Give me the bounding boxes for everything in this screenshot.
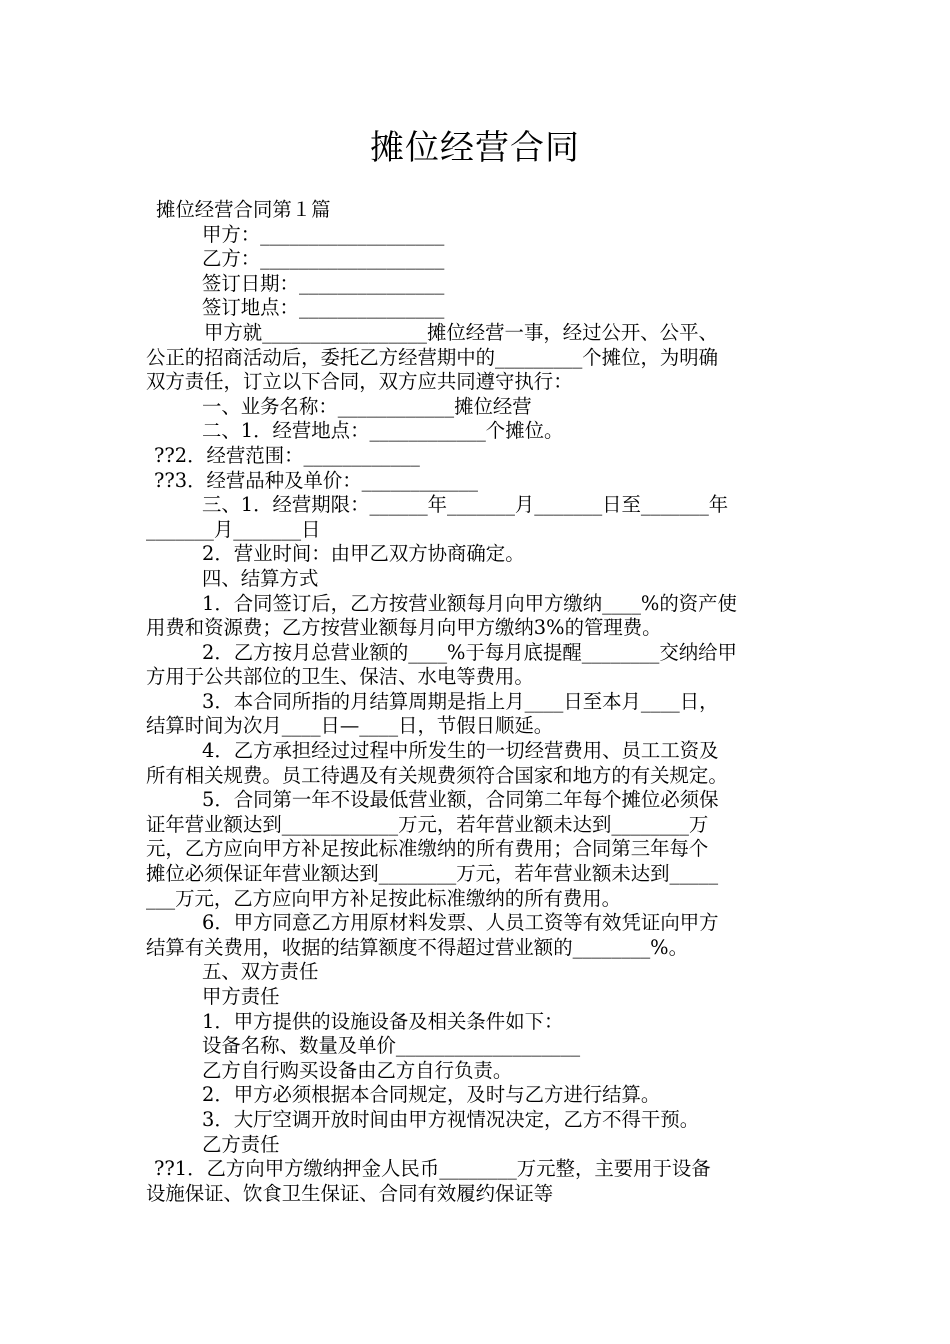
paragraph-line: ??2．经营范围：____________ — [154, 443, 420, 467]
paragraph-line: 证年营业额达到____________万元，若年营业额未达到________万 — [146, 812, 709, 836]
paragraph-line: _______月_______日 — [146, 517, 321, 541]
party-b-line: 乙方：___________________ — [202, 247, 445, 271]
paragraph-line: 2．甲方必须根据本合同规定，及时与乙方进行结算。 — [202, 1083, 661, 1107]
paragraph-line: 2．营业时间：由甲乙双方协商确定。 — [202, 542, 525, 566]
paragraph-line: 二、1．经营地点：____________个摊位。 — [202, 419, 564, 443]
section-heading: 摊位经营合同第１篇 — [156, 198, 331, 221]
paragraph-line: 3．大厅空调开放时间由甲方视情况决定，乙方不得干预。 — [202, 1107, 700, 1131]
paragraph-line: 甲方就_________________摊位经营一事，经过公开、公平、 — [204, 320, 718, 344]
paragraph-line: 设备名称、数量及单价___________________ — [202, 1034, 581, 1058]
paragraph-line: 双方责任，订立以下合同，双方应共同遵守执行： — [146, 370, 573, 394]
paragraph-line: 摊位必须保证年营业额达到________万元，若年营业额未达到_____ — [146, 862, 719, 886]
paragraph-line: 元，乙方应向甲方补足按此标准缴纳的所有费用；合同第三年每个 — [146, 837, 709, 861]
paragraph-line: 四、结算方式 — [202, 566, 319, 590]
paragraph-line: 结算时间为次月____日—____日，节假日顺延。 — [146, 714, 554, 738]
paragraph-line: 方用于公共部位的卫生、保洁、水电等费用。 — [146, 665, 534, 689]
paragraph-line: 乙方责任 — [202, 1132, 280, 1156]
paragraph-line: 4．乙方承担经过过程中所发生的一切经营费用、员工工资及 — [202, 739, 719, 763]
paragraph-line: ??1．乙方向甲方缴纳押金人民币________万元整，主要用于设备 — [154, 1157, 711, 1181]
paragraph-line: 公正的招商活动后，委托乙方经营期中的_________个摊位，为明确 — [146, 345, 719, 369]
paragraph-line: 5．合同第一年不设最低营业额，合同第二年每个摊位必须保 — [202, 788, 719, 812]
paragraph-line: 2．乙方按月总营业额的____%于每月底提醒________交纳给甲 — [202, 640, 737, 664]
paragraph-line: 用费和资源费；乙方按营业额每月向甲方缴纳3%的管理费。 — [146, 616, 662, 640]
paragraph-line: ___万元，乙方应向甲方补足按此标准缴纳的所有费用。 — [146, 886, 622, 910]
paragraph-line: 1．合同签订后，乙方按营业额每月向甲方缴纳____%的资产使 — [202, 591, 737, 615]
signing-date-line: 签订日期：_______________ — [202, 271, 445, 295]
signing-place-line: 签订地点：_______________ — [202, 296, 445, 320]
paragraph-line: 3．本合同所指的月结算周期是指上月____日至本月____日， — [202, 689, 719, 713]
paragraph-line: 一、业务名称：____________摊位经营 — [202, 394, 532, 418]
party-a-line: 甲方：___________________ — [202, 222, 445, 246]
paragraph-line: 乙方自行购买设备由乙方自行负责。 — [202, 1058, 513, 1082]
document-body — [146, 198, 808, 1206]
document-title: 摊位经营合同 — [370, 128, 580, 168]
paragraph-line: 甲方责任 — [202, 985, 280, 1008]
paragraph-line: 结算有关费用，收据的结算额度不得超过营业额的________%。 — [146, 935, 688, 959]
paragraph-line: ??3．经营品种及单价：____________ — [154, 468, 478, 492]
paragraph-line: 设施保证、饮食卫生保证、合同有效履约保证等 — [146, 1181, 554, 1205]
paragraph-line: 五、双方责任 — [202, 960, 319, 984]
paragraph-line: 1．甲方提供的设施设备及相关条件如下： — [202, 1009, 564, 1033]
paragraph-line: 三、1．经营期限：______年_______月_______日至_______年 — [202, 493, 729, 517]
paragraph-line: 所有相关规费。员工待遇及有关规费须符合国家和地方的有关规定。 — [146, 763, 728, 787]
paragraph-line: 6．甲方同意乙方用原材料发票、人员工资等有效凭证向甲方 — [202, 911, 719, 935]
